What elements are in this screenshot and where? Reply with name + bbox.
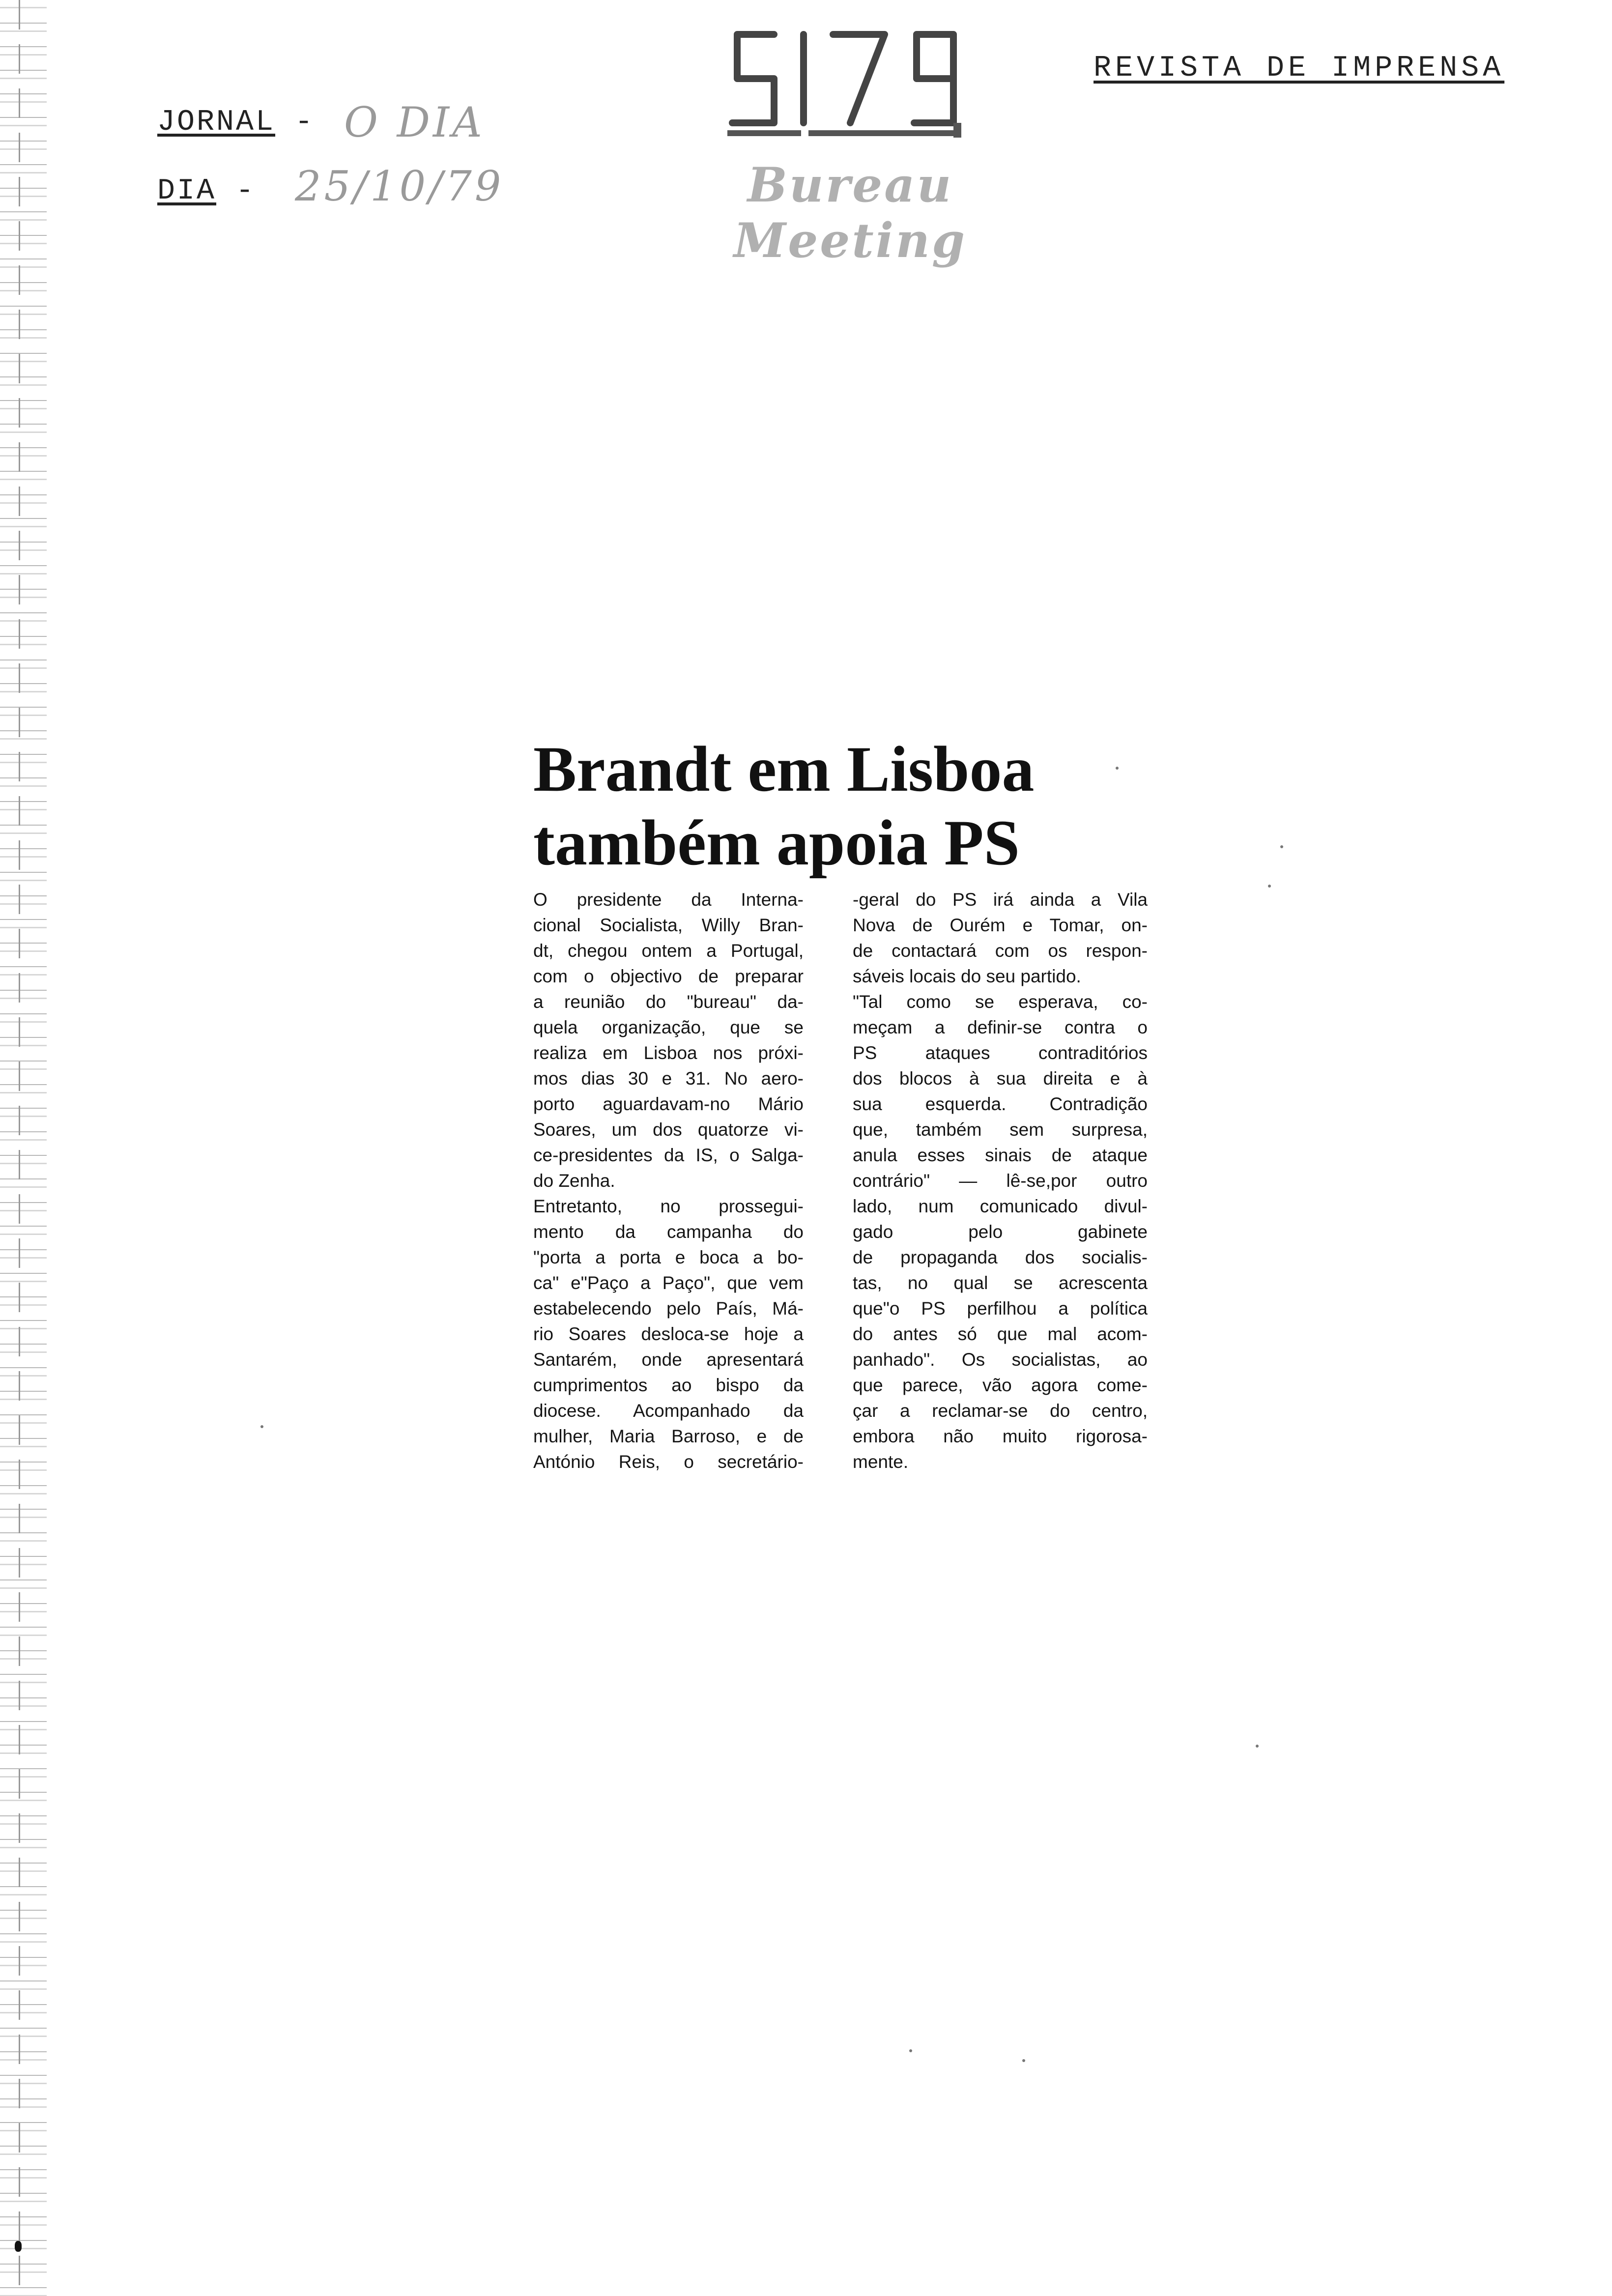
scan-speck: [1256, 1745, 1259, 1748]
scan-speck: [1280, 845, 1283, 848]
article-text-line: O presidente da Interna-: [533, 890, 804, 910]
article-text-line: anula esses sinais de ataque: [853, 1145, 1148, 1165]
headline-line-1: Brandt em Lisboa: [533, 733, 1035, 805]
article-text-line: de contactará com os respon-: [853, 941, 1148, 961]
article-column-1: [533, 887, 804, 1475]
article-text-line: mulher, Maria Barroso, e de: [533, 1426, 804, 1446]
article-headline: [533, 732, 1221, 880]
bureau-meeting-caption: Bureau Meeting: [733, 157, 967, 268]
scan-speck: [1116, 767, 1119, 770]
article-text-line: mento da campanha do: [533, 1222, 804, 1242]
article-text-line: "Tal como se esperava, co-: [853, 992, 1148, 1012]
jornal-separator: -: [295, 106, 315, 139]
article-text-line: quela organização, que se: [533, 1017, 804, 1037]
article-text-line: Nova de Ourém e Tomar, on-: [853, 915, 1148, 935]
article-text-line: diocese. Acompanhado da: [533, 1401, 804, 1421]
si79-stamp-logo: [722, 20, 973, 147]
article-text-line: "porta a porta e boca a bo-: [533, 1247, 804, 1267]
article-text-line: tas, no qual se acrescenta: [853, 1273, 1148, 1293]
article-text-line: realiza em Lisboa nos próxi-: [533, 1043, 804, 1063]
article-text-line: rio Soares desloca-se hoje a: [533, 1324, 804, 1344]
article-text-line: cumprimentos ao bispo da: [533, 1375, 804, 1395]
article-text-line: Entretanto, no prossegui-: [533, 1196, 804, 1216]
article-text-line: embora não muito rigorosa-: [853, 1426, 1148, 1446]
article-text-line: ca" e"Paço a Paço", que vem: [533, 1273, 804, 1293]
dia-label: DIA: [157, 174, 217, 208]
article-text-line: panhado". Os socialistas, ao: [853, 1349, 1148, 1370]
scan-speck: [1022, 2059, 1025, 2062]
scan-speck: [260, 1425, 263, 1428]
article-text-line: do antes só que mal acom-: [853, 1324, 1148, 1344]
article-text-line: dos blocos à sua direita e à: [853, 1068, 1148, 1089]
article-text-line: lado, num comunicado divul-: [853, 1196, 1148, 1216]
dia-field: [157, 174, 256, 208]
jornal-field: [157, 106, 315, 139]
article-column-2: [853, 887, 1148, 1475]
article-text-line: António Reis, o secretário-: [533, 1452, 804, 1472]
jornal-handwritten-value: O DIA: [344, 98, 485, 146]
margin-mark: [15, 2241, 22, 2252]
dia-separator: -: [236, 174, 256, 208]
article-text-line: porto aguardavam-no Mário: [533, 1094, 804, 1114]
article-text-line: ce-presidentes da IS, o Salga-: [533, 1145, 804, 1165]
article-text-line: PS ataques contraditórios: [853, 1043, 1148, 1063]
article-text-line: cional Socialista, Willy Bran-: [533, 915, 804, 935]
scan-speck: [909, 2049, 912, 2052]
article-text-line: meçam a definir-se contra o: [853, 1017, 1148, 1037]
article-text-line: mente.: [853, 1452, 909, 1472]
article-text-line: com o objectivo de preparar: [533, 966, 804, 986]
article-text-line: dt, chegou ontem a Portugal,: [533, 941, 804, 961]
article-text-line: do Zenha.: [533, 1171, 615, 1191]
article-text-line: sáveis locais do seu partido.: [853, 966, 1081, 986]
dia-handwritten-value: 25/10/79: [295, 162, 504, 210]
article-text-line: mos dias 30 e 31. No aero-: [533, 1068, 804, 1089]
article-text-line: de propaganda dos socialis-: [853, 1247, 1148, 1267]
article-text-line: a reunião do "bureau" da-: [533, 992, 804, 1012]
article-text-line: -geral do PS irá ainda a Vila: [853, 890, 1148, 910]
binding-edge: [0, 0, 47, 2296]
article-text-line: gado pelo gabinete: [853, 1222, 1148, 1242]
article-text-line: Santarém, onde apresentará: [533, 1349, 804, 1370]
scan-speck: [1268, 885, 1271, 888]
article-text-line: çar a reclamar-se do centro,: [853, 1401, 1148, 1421]
article-text-line: que"o PS perfilhou a política: [853, 1298, 1148, 1319]
article-text-line: sua esquerda. Contradição: [853, 1094, 1148, 1114]
article-text-line: estabelecendo pelo País, Má-: [533, 1298, 804, 1319]
article-text-line: que, também sem surpresa,: [853, 1119, 1148, 1140]
article-text-line: contrário" — lê-se,por outro: [853, 1171, 1148, 1191]
revista-de-imprensa-label: REVISTA DE IMPRENSA: [1094, 52, 1505, 85]
headline-line-2: também apoia PS: [533, 806, 1020, 879]
article-text-line: que parece, vão agora come-: [853, 1375, 1148, 1395]
si79-stamp-graphic: [722, 20, 973, 147]
jornal-label: JORNAL: [157, 106, 276, 139]
article-text-line: Soares, um dos quatorze vi-: [533, 1119, 804, 1140]
